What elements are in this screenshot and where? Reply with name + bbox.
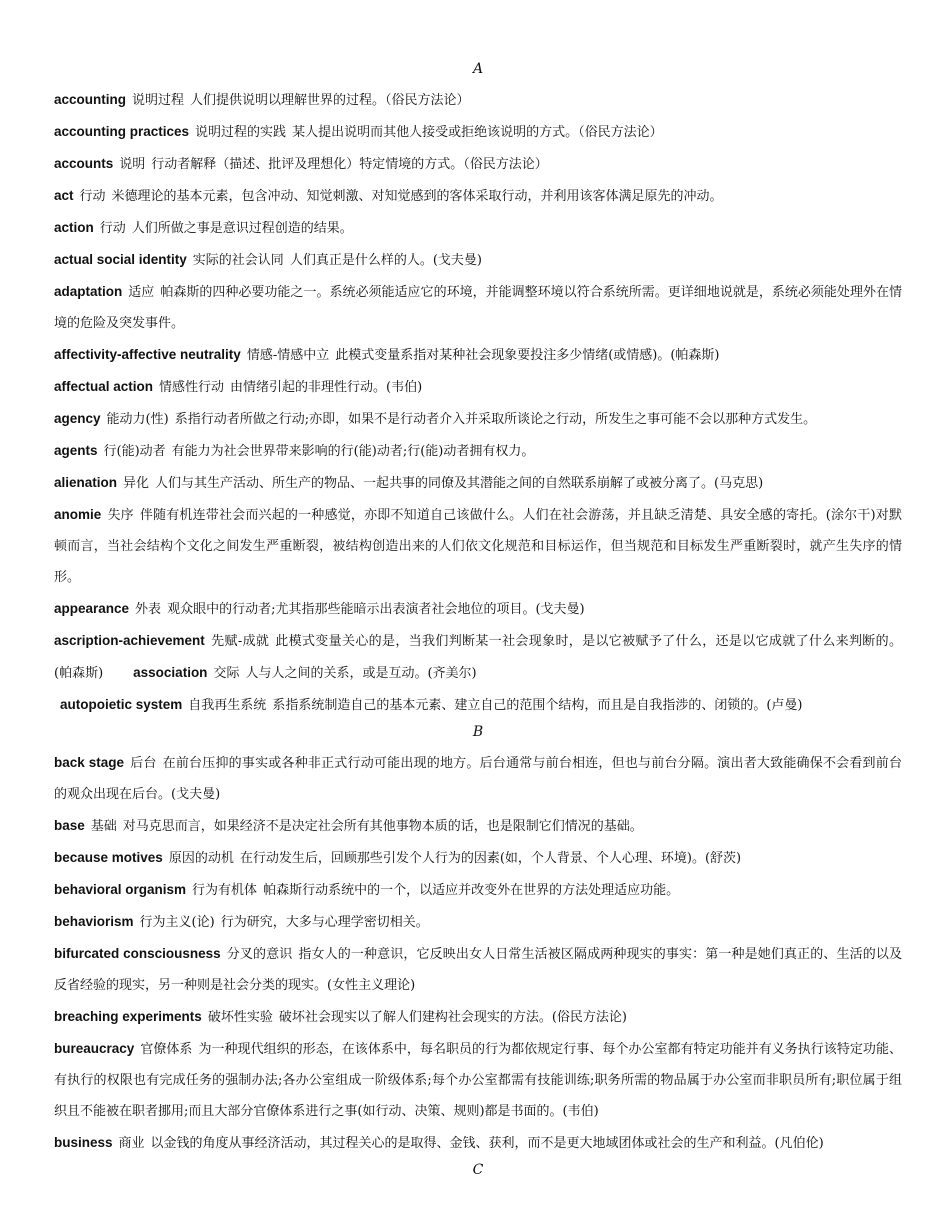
entry-chinese-term: 基础 — [90, 819, 117, 834]
entry-term: bureaucracy — [54, 1041, 135, 1056]
glossary-entry — [54, 371, 902, 403]
entry-term: alienation — [54, 475, 118, 490]
entry-definition: 人与人之间的关系，或是互动。(齐美尔) — [245, 666, 477, 681]
entry-chinese-term: 分叉的意识 — [226, 947, 293, 962]
entry-chinese-term: 行(能)动者 — [103, 444, 166, 459]
glossary-entry — [54, 689, 902, 721]
glossary-page — [54, 58, 902, 1185]
entry-definition: 为一种现代组织的形态，在该体系中，每名职员的行为都依规定行事、每个办公室都有特定功能并有义务执行该特定功能、有执行的权限也有完成任务的强制办法;各办公室组成一阶级体系;每个办公室都需有技能训练;职务所需的物品属于办公室而非职员所有;职位属于组织且不能被在职者挪用;而且大部分官僚体系进行之事(如行动、决策、规则)都是书面的。(韦伯) — [54, 1042, 902, 1119]
glossary-entry — [54, 180, 902, 212]
section-letter: B — [472, 724, 484, 740]
entry-definition: 人们提供说明以理解世界的过程。（俗民方法论） — [190, 93, 470, 108]
entry-term: autopoietic system — [60, 697, 183, 712]
entry-term: back stage — [54, 755, 124, 770]
entry-definition: 指女人的一种意识，它反映出女人日常生活被区隔成两种现实的事实：第一种是她们真正的、生活的以及反省经验的现实，另一种则是社会分类的现实。(女性主义理论) — [54, 947, 902, 993]
entry-chinese-term: 外表 — [135, 602, 162, 617]
glossary-entry — [54, 906, 902, 938]
entry-chinese-term: 实际的社会认同 — [192, 253, 284, 268]
glossary-entry — [54, 244, 902, 276]
entry-chinese-term: 行为有机体 — [192, 883, 258, 898]
entry-definition: 某人提出说明而其他人接受或拒绝该说明的方式。（俗民方法论） — [292, 125, 663, 140]
entry-chinese-term: 异化 — [123, 476, 150, 491]
entry-term: act — [54, 188, 74, 203]
entry-definition: 行为研究，大多与心理学密切相关。 — [220, 915, 429, 930]
entry-term: breaching experiments — [54, 1009, 202, 1024]
entry-term: association — [133, 665, 208, 680]
entry-term: because motives — [54, 850, 163, 865]
glossary-entry — [54, 276, 902, 339]
entry-chinese-term: 交际 — [213, 666, 240, 681]
entry-chinese-term: 原因的动机 — [168, 851, 234, 866]
glossary-entry — [54, 403, 902, 435]
entry-definition: 观众眼中的行动者;尤其指那些能暗示出表演者社会地位的项目。(戈夫曼) — [167, 602, 585, 617]
entry-chinese-term: 能动力(性) — [106, 412, 169, 427]
glossary-entry — [54, 593, 902, 625]
glossary-entry — [54, 339, 902, 371]
entry-chinese-term: 失序 — [107, 508, 134, 523]
entry-chinese-term: 自我再生系统 — [188, 698, 267, 713]
entry-chinese-term: 破坏性实验 — [207, 1010, 273, 1025]
entry-term: appearance — [54, 601, 130, 616]
entry-term: accounting practices — [54, 124, 190, 139]
entry-definition: 系指系统制造自己的基本元素、建立自己的范围个结构，而且是自我指涉的、闭锁的。(卢曼) — [272, 698, 803, 713]
entry-definition: 人们真正是什么样的人。(戈夫曼) — [289, 253, 482, 268]
glossary-entry — [54, 938, 902, 1001]
entry-term: agency — [54, 411, 101, 426]
section-letter: A — [472, 61, 484, 77]
glossary-entry — [54, 116, 902, 148]
glossary-entry — [54, 747, 902, 810]
entry-chinese-term: 说明 — [119, 157, 146, 172]
glossary-entry — [54, 435, 902, 467]
entry-term: affectivity-affective neutrality — [54, 347, 241, 362]
glossary-entry — [54, 1033, 902, 1127]
entry-chinese-term: 说明过程的实践 — [195, 125, 287, 140]
entry-chinese-term: 行动 — [99, 221, 126, 236]
glossary-entry — [54, 467, 902, 499]
entry-chinese-term: 官僚体系 — [140, 1042, 193, 1057]
entry-term: bifurcated consciousness — [54, 946, 221, 961]
entry-definition: 伴随有机连带社会而兴起的一种感觉，亦即不知道自己该做什么。人们在社会游荡，并且缺乏清楚、具安全感的寄托。(涂尔干)对默顿而言，当社会结构个文化之间发生严重断裂，被结构创造出来的人们依文化规范和目标运作，但当规范和目标发生严重断裂时，就产生失序的情形。 — [54, 508, 902, 585]
entry-definition: 米德理论的基本元素，包含冲动、知觉刺激、对知觉感到的客体采取行动，并利用该客体满足原先的冲动。 — [111, 189, 723, 204]
glossary-entry — [54, 1001, 902, 1033]
entry-term: accounts — [54, 156, 114, 171]
section-letter: C — [472, 1162, 484, 1178]
entry-term: action — [54, 220, 94, 235]
glossary-entry — [54, 212, 902, 244]
entry-definition: 行动者解释（描述、批评及理想化）特定情境的方式。（俗民方法论） — [151, 157, 548, 172]
entry-term: actual social identity — [54, 252, 187, 267]
entry-definition: 帕森斯行动系统中的一个，以适应并改变外在世界的方法处理适应功能。 — [263, 883, 680, 898]
entry-term: behaviorism — [54, 914, 134, 929]
entry-definition: 系指行动者所做之行动;亦即，如果不是行动者介入并采取所谈论之行动，所发生之事可能不会以那种方式发生。 — [174, 412, 817, 427]
entry-chinese-term: 适应 — [128, 285, 155, 300]
entry-chinese-term: 情感性行动 — [159, 380, 225, 395]
glossary-entry — [54, 84, 902, 116]
glossary-entry — [54, 625, 902, 689]
entry-chinese-term: 行为主义(论) — [139, 915, 215, 930]
entry-term: behavioral organism — [54, 882, 187, 897]
entry-term: base — [54, 818, 85, 833]
entry-definition: 人们与其生产活动、所生产的物品、一起共事的同僚及其潜能之间的自然联系崩解了或被分离了。(马克思) — [155, 476, 764, 491]
entry-term: business — [54, 1135, 113, 1150]
entry-definition: 由情绪引起的非理性行动。(韦伯) — [230, 380, 423, 395]
entry-term: accounting — [54, 92, 127, 107]
glossary-entry — [54, 842, 902, 874]
entry-term: adaptation — [54, 284, 123, 299]
entry-chinese-term: 先赋-成就 — [210, 634, 270, 649]
entry-definition: 破坏社会现实以了解人们建构社会现实的方法。(俗民方法论) — [278, 1010, 627, 1025]
entry-chinese-term: 情感-情感中立 — [246, 348, 330, 363]
entry-term: agents — [54, 443, 98, 458]
entry-definition: 此模式变量系指对某种社会现象要投注多少情绪(或情感)。(帕森斯) — [335, 348, 720, 363]
entry-definition: 人们所做之事是意识过程创造的结果。 — [131, 221, 353, 236]
entry-definition: 对马克思而言，如果经济不是决定社会所有其他事物本质的话，也是限制它们情况的基础。 — [122, 819, 643, 834]
entry-definition: 此模式变量关心的是，当我们判断某一社会现象时，是以它被赋予了什么，还是以它成就了什么来判断的。(帕森斯) — [54, 634, 902, 681]
entry-definition: 以金钱的角度从事经济活动，其过程关心的是取得、金钱、获利，而不是更大地域团体或社会的生产和利益。(凡伯伦) — [150, 1136, 824, 1151]
entry-definition: 在行动发生后，回顾那些引发个人行为的因素(如，个人背景、个人心理、环境)。(舒茨) — [239, 851, 742, 866]
entry-term: ascription-achievement — [54, 633, 205, 648]
glossary-entry — [54, 499, 902, 593]
entry-definition: 在前台压抑的事实或各种非正式行动可能出现的地方。后台通常与前台相连，但也与前台分隔。演出者大致能确保不会看到前台的观众出现在后台。(戈夫曼) — [54, 756, 902, 802]
glossary-entry — [54, 810, 902, 842]
entry-chinese-term: 商业 — [118, 1136, 145, 1151]
entry-chinese-term: 行动 — [79, 189, 106, 204]
entry-definition: 有能力为社会世界带来影响的行(能)动者;行(能)动者拥有权力。 — [171, 444, 535, 459]
entry-definition: 帕森斯的四种必要功能之一。系统必须能适应它的环境，并能调整环境以符合系统所需。更详细地说就是，系统必须能处理外在情境的危险及突发事件。 — [54, 285, 902, 331]
entry-chinese-term: 后台 — [130, 756, 157, 771]
glossary-entry — [54, 148, 902, 180]
entry-term: affectual action — [54, 379, 154, 394]
entry-chinese-term: 说明过程 — [132, 93, 185, 108]
entry-term: anomie — [54, 507, 102, 522]
glossary-entry — [54, 874, 902, 906]
glossary-entry — [54, 1127, 902, 1159]
